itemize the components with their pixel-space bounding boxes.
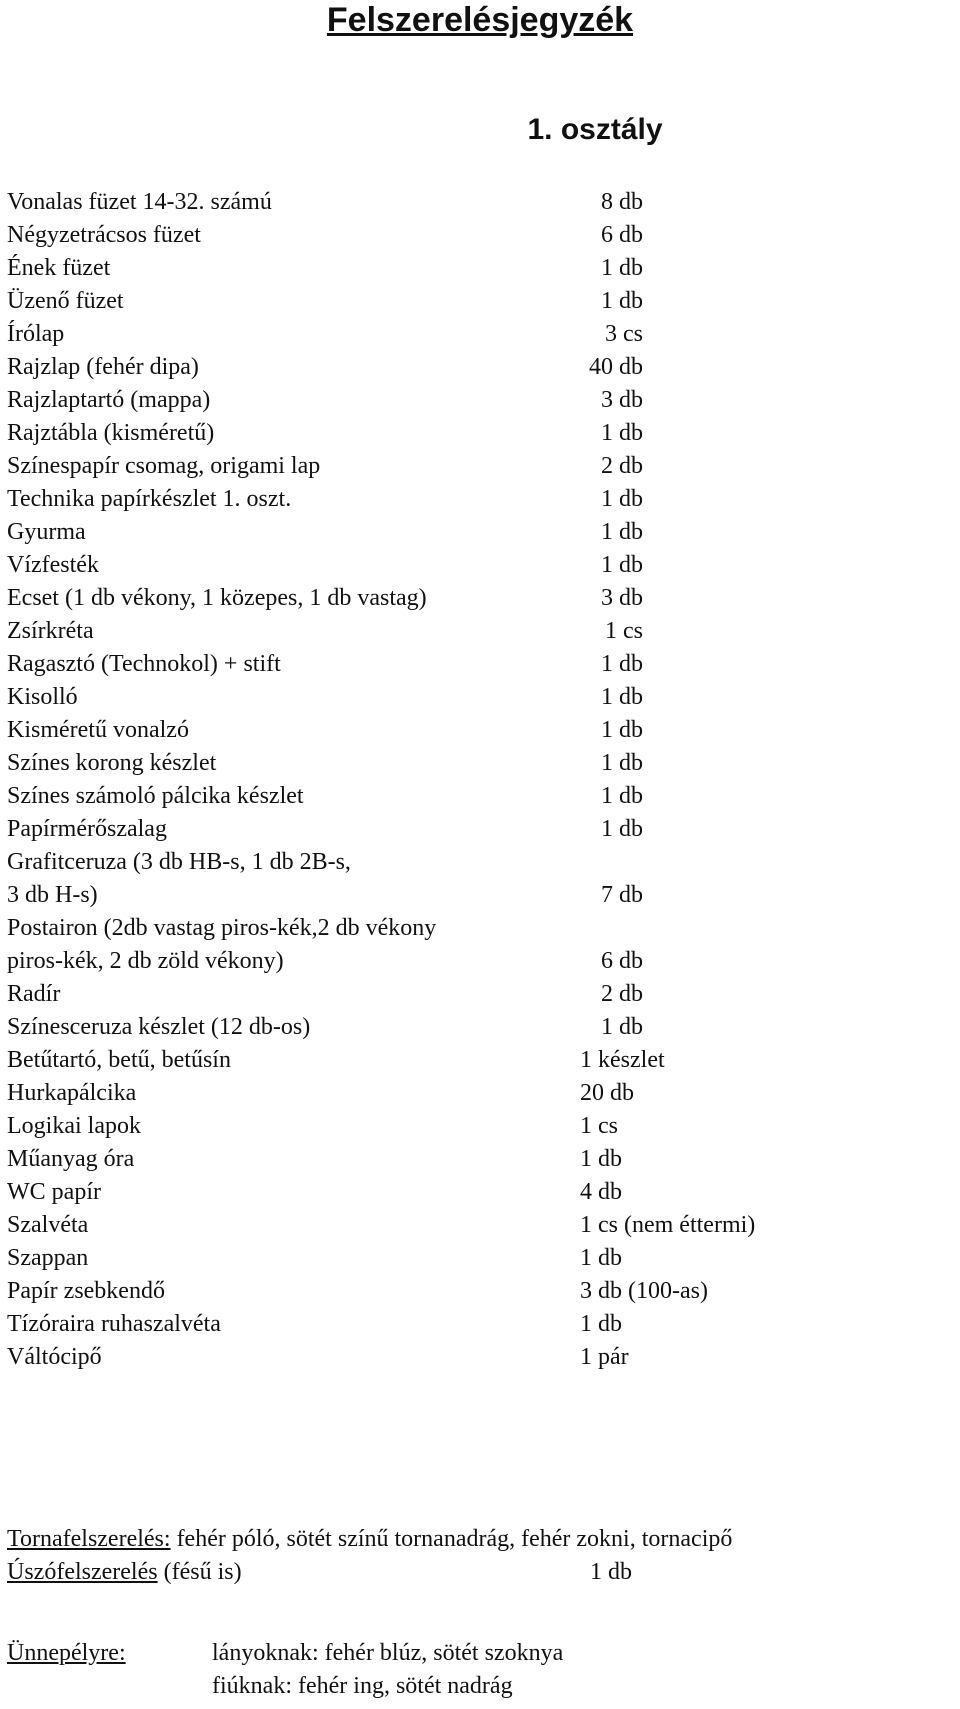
item-qty: 4 db <box>580 1179 622 1205</box>
item-qty: 2 db <box>601 453 643 479</box>
list-item <box>7 648 957 681</box>
item-qty: 3 cs <box>605 321 643 347</box>
item-name: Ragasztó (Technokol) + stift <box>7 651 281 677</box>
list-item <box>7 186 957 219</box>
item-name-line: Postairon (2db vastag piros-kék,2 db vékony <box>7 915 437 941</box>
item-qty: 1 db <box>601 519 643 545</box>
item-qty: 20 db <box>580 1080 634 1106</box>
list-item <box>7 582 957 615</box>
item-name-line: Grafitceruza (3 db HB-s, 1 db 2B-s, <box>7 849 351 875</box>
item-qty: 3 db (100-as) <box>580 1278 708 1304</box>
list-item <box>7 747 957 780</box>
list-item <box>7 1209 957 1242</box>
item-qty: 1 db <box>601 255 643 281</box>
item-name-line: 3 db H-s) <box>7 882 98 908</box>
list-item <box>7 1242 957 1275</box>
item-qty: 1 db <box>601 651 643 677</box>
item-name: Papír zsebkendő <box>7 1278 165 1304</box>
item-name: Zsírkréta <box>7 618 94 644</box>
item-name: Betűtartó, betű, betűsín <box>7 1047 231 1073</box>
item-name-line: piros-kék, 2 db zöld vékony) <box>7 948 284 974</box>
list-item <box>7 1143 957 1176</box>
celebration-values <box>212 1637 563 1703</box>
celebration-girls: lányoknak: fehér blúz, sötét szoknya <box>212 1640 564 1666</box>
list-item <box>7 813 957 846</box>
item-qty: 1 cs <box>605 618 643 644</box>
list-item <box>7 516 957 549</box>
item-qty: 1 db <box>601 486 643 512</box>
list-item <box>7 318 957 351</box>
celebration-boys: fiúknak: fehér ing, sötét nadrág <box>212 1673 513 1699</box>
item-name: Gyurma <box>7 519 86 545</box>
list-item <box>7 1176 957 1209</box>
item-qty: 1 db <box>601 552 643 578</box>
item-qty: 1 db <box>601 1014 643 1040</box>
torna-label: Tornafelszerelés: <box>7 1526 171 1552</box>
item-qty: 1 db <box>601 783 643 809</box>
item-name: Váltócipő <box>7 1344 102 1370</box>
item-name: Rajztábla (kisméretű) <box>7 420 215 446</box>
item-name: WC papír <box>7 1179 101 1205</box>
list-item <box>7 1308 957 1341</box>
item-qty: 6 db <box>601 222 643 248</box>
item-name: Színes számoló pálcika készlet <box>7 783 304 809</box>
item-qty: 2 db <box>601 981 643 1007</box>
list-item <box>7 417 957 450</box>
item-name: Négyzetrácsos füzet <box>7 222 201 248</box>
item-qty: 1 db <box>601 750 643 776</box>
list-item <box>7 714 957 747</box>
uszo-qty: 1 db <box>590 1559 632 1585</box>
item-name: Radír <box>7 981 61 1007</box>
list-item <box>7 1011 957 1044</box>
list-item <box>7 483 957 516</box>
item-qty: 1 db <box>601 288 643 314</box>
list-item <box>7 285 957 318</box>
list-item <box>7 351 957 384</box>
item-qty: 1 db <box>580 1245 622 1271</box>
item-name: Kisolló <box>7 684 78 710</box>
list-item <box>7 1044 957 1077</box>
list-item <box>7 615 957 648</box>
torna-row <box>7 1523 957 1556</box>
equipment-list <box>7 186 957 1374</box>
item-name: Szappan <box>7 1245 89 1271</box>
torna-text: fehér póló, sötét színű tornanadrág, fehér zokni, tornacipő <box>170 1526 733 1552</box>
item-name: Írólap <box>7 321 65 347</box>
item-name: Színes korong készlet <box>7 750 217 776</box>
item-qty: 1 db <box>601 420 643 446</box>
item-qty: 1 db <box>580 1311 622 1337</box>
item-name: Rajzlap (fehér dipa) <box>7 354 199 380</box>
item-name: Hurkapálcika <box>7 1080 137 1106</box>
item-name: Logikai lapok <box>7 1113 141 1139</box>
item-name <box>7 846 351 912</box>
list-item <box>7 681 957 714</box>
list-item <box>7 1077 957 1110</box>
list-item <box>7 1275 957 1308</box>
item-qty: 8 db <box>601 189 643 215</box>
uszo-label: Úszófelszerelés <box>7 1559 158 1585</box>
item-name: Színespapír csomag, origami lap <box>7 453 321 479</box>
page-subtitle: 1. osztály <box>527 113 663 146</box>
item-name <box>7 912 436 978</box>
item-name: Vízfesték <box>7 552 99 578</box>
item-qty: 1 db <box>580 1146 622 1172</box>
item-name: Technika papírkészlet 1. oszt. <box>7 486 292 512</box>
list-item <box>7 912 957 978</box>
item-name: Ének füzet <box>7 255 111 281</box>
item-qty: 1 cs (nem éttermi) <box>580 1212 756 1238</box>
item-qty: 1 db <box>601 816 643 842</box>
list-item <box>7 1341 957 1374</box>
page-title: Felszerelésjegyzék <box>326 1 634 39</box>
item-qty: 1 készlet <box>580 1047 665 1073</box>
list-item <box>7 219 957 252</box>
footer-section <box>7 1523 957 1589</box>
uszo-row <box>7 1556 957 1589</box>
item-name: Színesceruza készlet (12 db-os) <box>7 1014 311 1040</box>
list-item <box>7 549 957 582</box>
item-qty: 1 db <box>601 684 643 710</box>
item-qty: 1 pár <box>580 1344 629 1370</box>
list-item <box>7 1110 957 1143</box>
celebration-label: Ünnepélyre: <box>7 1640 126 1666</box>
item-qty: 6 db <box>601 948 643 974</box>
item-name: Vonalas füzet 14-32. számú <box>7 189 272 215</box>
item-name: Szalvéta <box>7 1212 89 1238</box>
item-name: Ecset (1 db vékony, 1 közepes, 1 db vastag) <box>7 585 427 611</box>
list-item <box>7 450 957 483</box>
item-name: Papírmérőszalag <box>7 816 167 842</box>
list-item <box>7 780 957 813</box>
list-item <box>7 978 957 1011</box>
item-qty: 1 db <box>601 717 643 743</box>
item-qty: 1 cs <box>580 1113 618 1139</box>
item-name: Rajzlaptartó (mappa) <box>7 387 211 413</box>
item-name: Műanyag óra <box>7 1146 135 1172</box>
list-item <box>7 384 957 417</box>
uszo-text: (fésű is) <box>157 1559 242 1585</box>
list-item <box>7 846 957 912</box>
item-qty: 3 db <box>601 585 643 611</box>
item-name: Tízóraira ruhaszalvéta <box>7 1311 221 1337</box>
item-qty: 3 db <box>601 387 643 413</box>
item-name: Üzenő füzet <box>7 288 124 314</box>
list-item <box>7 252 957 285</box>
item-qty: 40 db <box>589 354 643 380</box>
item-qty: 7 db <box>601 882 643 908</box>
item-name: Kisméretű vonalzó <box>7 717 189 743</box>
